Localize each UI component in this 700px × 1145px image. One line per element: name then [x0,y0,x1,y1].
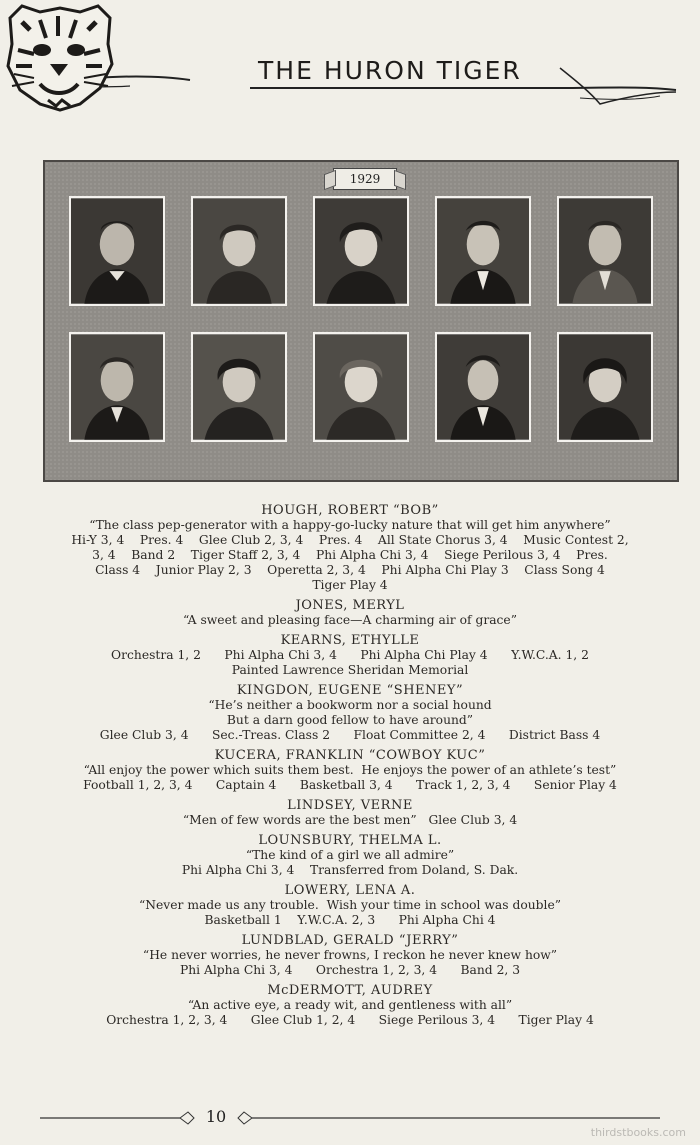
student-motto: “All enjoy the power which suits them best. He enjoys the power of an athlete’s test” [83,763,617,777]
student-motto: “The kind of a girl we all admire” [245,848,455,862]
student-activities: Tiger Play 4 [312,578,388,592]
student-portrait [191,332,287,442]
page-number: 10 [205,1107,227,1126]
student-activities: Phi Alpha Chi 3, 4 Transferred from Doland, S. Dak. [181,863,519,877]
student-activities: Basketball 1 Y.W.C.A. 2, 3 Phi Alpha Chi 4 [204,913,496,927]
student-activities: 3, 4 Band 2 Tiger Staff 2, 3, 4 Phi Alpha Chi 3, 4 Siege Perilous 3, 4 Pres. [92,548,608,562]
student-name: JONES, MERYL [295,598,405,613]
student-name: LINDSEY, VERNE [287,798,413,813]
student-activities: Class 4 Junior Play 2, 3 Operetta 2, 3, 4 Phi Alpha Chi Play 3 Class Song 4 [95,563,605,577]
student-name: KINGDON, EUGENE “SHENEY” [236,683,464,698]
student-portrait [435,196,531,306]
student-motto: “An active eye, a ready wit, and gentleness with all” [187,998,513,1012]
student-name: KEARNS, ETHYLLE [280,633,420,648]
student-portrait [69,196,165,306]
student-activities: Glee Club 3, 4 Sec.-Treas. Class 2 Float Committee 2, 4 District Bass 4 [99,728,601,742]
student-entry [0,748,700,793]
student-motto: “He never worries, he never frowns, I reckon he never knew how” [142,948,558,962]
student-motto: “The class pep-generator with a happy-go-lucky nature that will get him anywhere” [89,518,611,532]
page-title: THE HURON TIGER [258,56,522,85]
student-motto: But a darn good fellow to have around” [226,713,474,727]
student-activities: Orchestra 1, 2 Phi Alpha Chi 3, 4 Phi Alpha Chi Play 4 Y.W.C.A. 1, 2 [111,648,589,662]
page-header [0,0,700,130]
student-entry [0,883,700,928]
student-name: HOUGH, ROBERT “BOB” [261,503,439,518]
student-activities: Painted Lawrence Sheridan Memorial [231,663,469,677]
student-entry [0,798,700,828]
student-portrait [313,332,409,442]
tiger-logo-icon [0,0,118,112]
student-portrait [191,196,287,306]
student-name: LOUNSBURY, THELMA L. [258,833,442,848]
student-activities: Football 1, 2, 3, 4 Captain 4 Basketball 3, 4 Track 1, 2, 3, 4 Senior Play 4 [83,778,617,792]
student-entry [0,633,700,678]
student-activities: Orchestra 1, 2, 3, 4 Glee Club 1, 2, 4 Siege Perilous 3, 4 Tiger Play 4 [106,1013,594,1027]
student-portrait [313,196,409,306]
student-portrait [557,196,653,306]
student-portrait [435,332,531,442]
student-portrait [557,332,653,442]
student-motto: “Men of few words are the best men” Glee Club 3, 4 [182,813,518,827]
student-portrait [69,332,165,442]
student-activities: Hi-Y 3, 4 Pres. 4 Glee Club 2, 3, 4 Pres. 4 All State Chorus 3, 4 Music Contest 2, [71,533,629,547]
student-entries [0,503,700,1028]
student-name: LUNDBLAD, GERALD “JERRY” [241,933,459,948]
student-activities: Phi Alpha Chi 3, 4 Orchestra 1, 2, 3, 4 Band 2, 3 [179,963,521,977]
student-entry [0,833,700,878]
student-name: McDERMOTT, AUDREY [267,983,433,998]
student-name: KUCERA, FRANKLIN “COWBOY KUC” [214,748,486,763]
student-motto: “A sweet and pleasing face—A charming air of grace” [182,613,517,627]
student-entry [0,503,700,593]
student-entry [0,598,700,628]
class-photo-panel [43,160,679,482]
watermark: thirdstbooks.com [590,1126,686,1139]
student-motto: “Never made us any trouble. Wish your time in school was double” [138,898,562,912]
student-entry [0,683,700,743]
year-banner: 1929 [333,168,397,190]
student-entry [0,933,700,978]
student-entry [0,983,700,1028]
student-motto: “He’s neither a bookworm nor a social hound [208,698,492,712]
student-name: LOWERY, LENA A. [284,883,416,898]
